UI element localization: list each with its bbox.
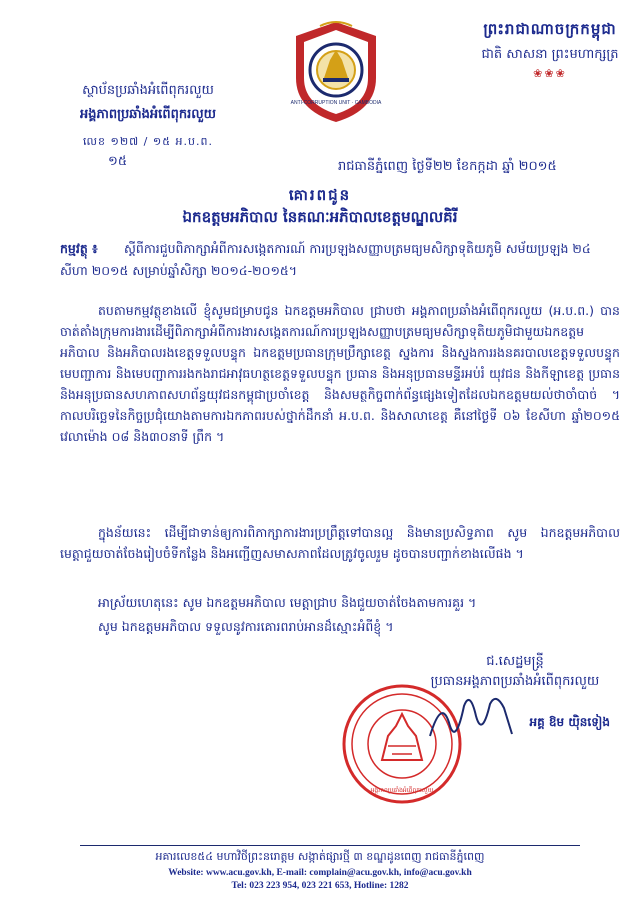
reference-year: ១៥ — [108, 154, 128, 169]
salutation: គោរពជូន — [288, 186, 352, 204]
agency-name: អង្គភាពប្រឆាំងអំពើពុករលួយ — [80, 107, 216, 122]
footer-website: Website: www.acu.gov.kh, E-mail: complain@acu.gov.kh, info@acu.gov.kh — [168, 868, 472, 878]
footer-divider — [80, 845, 580, 846]
signatory-rank: ជ.សេដ្ឋមន្ត្រី — [486, 654, 544, 669]
footer-address: អគារលេខ៥៤ មហាវិថីព្រះនរោត្តម សង្កាត់ផ្សារថ្មី ៣ ខណ្ឌដូនពេញ រាជធានីភ្នំពេញ — [155, 850, 485, 863]
paragraph-4: សូម ឯកឧត្តមអភិបាល ទទួលនូវការគោរពរាប់អានដ៏ស្មោះអំពីខ្ញុំ ។ — [98, 619, 394, 634]
kingdom-title: ព្រះរាជាណាចក្រកម្ពុជា — [483, 20, 617, 38]
reference-number: លេខ ១២៧ / ១៥ អ.ប.ព. — [83, 135, 213, 148]
addressee: ឯកឧត្តមអភិបាល នៃគណៈអភិបាលខេត្តមណ្ឌលគិរី — [182, 208, 458, 226]
agency-header — [48, 82, 248, 172]
paragraph-1: តបតាមកម្មវត្ថុខាងលើ ខ្ញុំសូមជម្រាបជូន ឯកឧត្តមអភិបាល ជ្រាបថា អង្គភាពប្រឆាំងអំពើពុករលួយ (អ.ប.ព.) បានចាត់តាំងក្រុមការងារដើម្បីពិភាក្សាអំពីការងារសង្កេតការណ៍ការប្រឡងសញ្ញាបត្រមធ្យមសិក្សាទុតិយភូមិជាមួយឯកឧត្តមអភិបាល និងអភិបាលរងខេត្តទទួលបន្ទុក ឯកឧត្តមប្រធានក្រុមប្រឹក្សាខេត្ត ស្នងការ និងស្នងការរងនគរបាលខេត្តទទួលបន្ទុក មេបញ្ជាការ និងមេបញ្ជាការរងកងរាជអាវុធហត្ថខេត្តទទួលបន្ទុក ប្រធាន និងអនុប្រធានមន្ទីរអប់រំ យុវជន និងកីឡាខេត្ត ប្រធាន និងអនុប្រធានសហភាពសហព័ន្ធយុវជនកម្ពុជាប្រចាំខេត្ត និងសមត្ថកិច្ចពាក់ព័ន្ធផ្សេងទៀតដែលឯកឧត្តមយល់ថាចាំបាច់ ។ កាលបរិច្ឆេទនៃកិច្ចប្រជុំយោងតាមការឯកភាពរបស់ថ្នាក់ដឹកនាំ អ.ប.ព. និងសាលាខេត្ត គឺនៅថ្ងៃទី ០៦ ខែសីហា ឆ្នាំ២០១៥ វេលាម៉ោង ០៨ និង៣០នាទី ព្រឹក ។ — [60, 303, 620, 444]
national-motto: ជាតិ សាសនា ព្រះមហាក្សត្រ — [481, 47, 619, 62]
subject-label: កម្មវត្ថុ ៖ — [60, 241, 98, 256]
agency-parent: ស្ថាប័នប្រឆាំងអំពើពុករលួយ — [82, 83, 214, 98]
svg-text:ANTI-CORRUPTION UNIT · CAMBODI: ANTI-CORRUPTION UNIT · CAMBODIA — [290, 100, 382, 106]
motto-ornament: ❀❀❀ — [533, 67, 567, 80]
paragraph-2: ក្នុងន័យនេះ ដើម្បីជាទាន់ឲ្យការពិភាក្សាការងារប្រព្រឹត្តទៅបានល្អ និងមានប្រសិទ្ធភាព សូម ឯកឧត្តមអភិបាល មេត្តាជួយចាត់ចែងរៀបចំទីកន្លែង និងអញ្ជើញសមាសភាពដែលត្រូវចូលរួម ដូចបានបញ្ជាក់ខាងលើផង ។ — [60, 525, 620, 561]
signatory-name: អគ្គ ឱម យ៉ិនទៀង — [529, 715, 610, 729]
date-line: រាជធានីភ្នំពេញ ថ្ងៃទី២២ ខែកក្កដា ឆ្នាំ ២០១៥ — [338, 159, 557, 174]
acu-logo-icon — [290, 18, 382, 126]
paragraph-3: អាស្រ័យហេតុនេះ សូម ឯកឧត្តមអភិបាល មេត្តាជ្រាប និងជួយចាត់ចែងតាមការគួរ ។ — [98, 595, 477, 610]
signatory-position: ប្រធានអង្គភាពប្រឆាំងអំពើពុករលួយ — [430, 674, 600, 689]
subject-text: ស្តីពីការជួបពិភាក្សាអំពីការសង្កេតការណ៍ ការប្រឡងសញ្ញាបត្រមធ្យមសិក្សាទុតិយភូមិ សម័យប្រឡង ២៤ សីហា ២០១៥ សម្រាប់ឆ្នាំសិក្សា ២០១៤-២០១៥។ — [60, 241, 591, 278]
svg-text:អង្គភាពប្រឆាំងអំពើពុករលួយ: អង្គភាពប្រឆាំងអំពើពុករលួយ — [370, 787, 434, 794]
subject — [60, 238, 620, 282]
kingdom-header — [470, 20, 630, 80]
footer-telephone: Tel: 023 223 954, 023 221 653, Hotline: 1282 — [231, 881, 409, 891]
